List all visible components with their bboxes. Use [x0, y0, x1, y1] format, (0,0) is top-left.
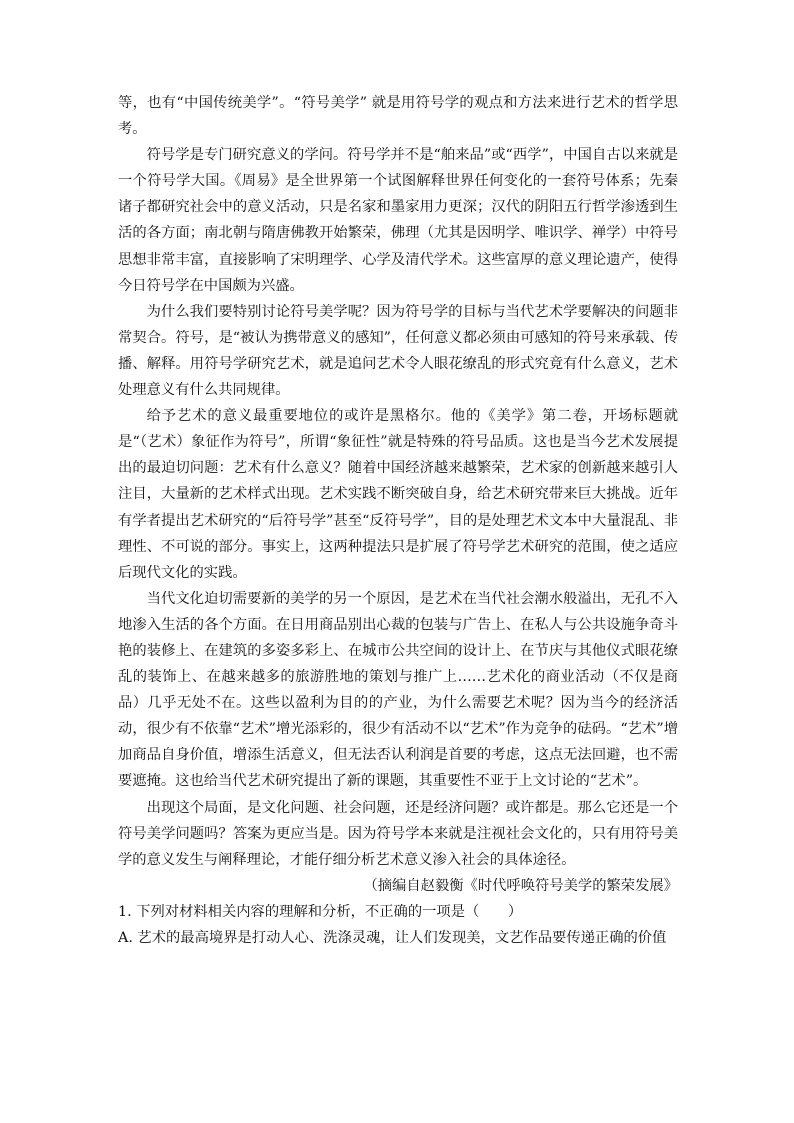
document-page: [118, 90, 678, 951]
source-citation: （摘编自赵毅衡《时代呼唤符号美学的繁荣发展》: [363, 877, 678, 894]
question-stem: 1. 下列对材料相关内容的理解和分析，不正确的一项是（ ）: [118, 903, 523, 920]
paragraph-why-semiotic-aesthetics: 为什么我们要特别讨论符号美学呢？因为符号学的目标与当代艺术学要解决的问题非常契合。符号，是“被认为携带意义的感知”，任何意义都必须由可感知的符号来承载、传播、解释。用符号学研究艺术，就是追问艺术令人眼花缭乱的形式究竟有什么意义，艺术处理意义有什么共同规律。: [118, 303, 678, 399]
paragraph-hegel: 给予艺术的意义最重要地位的或许是黑格尔。他的《美学》第二卷，开场标题就是“（艺术）象征作为符号”，所谓“象征性”就是特殊的符号品质。这也是当今艺术发展提出的最迫切问题：艺术有什么意义？随着中国经济越来越繁荣，艺术家的创新越来越引人注目，大量新的艺术样式出现。艺术实践不断突破自身，给艺术研究带来巨大挑战。近年有学者提出艺术研究的“后符号学”甚至“反符号学”，目的是处理艺术文本中大量混乱、非理性、不可说的部分。事实上，这两种提法只是扩展了符号学艺术研究的范围，使之适应后现代文化的实践。: [118, 408, 678, 581]
option-a: A. 艺术的最高境界是打动人心、洗涤灵魂，让人们发现美，文艺作品要传递正确的价值: [118, 930, 667, 946]
paragraph-semiotics-history: 符号学是专门研究意义的学问。符号学并不是“舶来品”或“西学”，中国自古以来就是一个符号学大国。《周易》是全世界第一个试图解释世界任何变化的一套符号体系；先秦诸子都研究社会中的意义活动，只是名家和墨家用力更深；汉代的阴阳五行哲学渗透到生活的各方面；南北朝与隋唐佛教开始繁荣，佛理（尤其是因明学、唯识学、禅学）中符号思想非常丰富，直接影响了宋明理学、心学及清代学术。这些富厚的意义理论遗产，使得今日符号学在中国颇为兴盛。: [118, 147, 678, 294]
paragraph-conclusion: 出现这个局面，是文化问题、社会问题，还是经济问题？或许都是。那么它还是一个符号美学问题吗？答案为更应当是。因为符号学本来就是注视社会文化的，只有用符号美学的意义发生与阐释理论，才能仔细分析艺术意义渗入社会的具体途径。: [118, 799, 678, 868]
paragraph-contemporary-culture: 当代文化迫切需要新的美学的另一个原因，是艺术在当代社会潮水般溢出，无孔不入地渗入生活的各个方面。在日用商品别出心裁的包装与广告上、在私人与公共设施争奇斗艳的装修上、在建筑的多姿多彩上、在城市公共空间的设计上、在节庆与其他仪式眼花缭乱的装饰上、在越来越多的旅游胜地的策划与推广上……艺术化的商业活动（不仅是商品）几乎无处不在。这些以盈利为目的的产业，为什么需要艺术呢？因为当今的经济活动，很少有不依靠“艺术”增光添彩的，很少有活动不以“艺术”作为竞争的砝码。“艺术”增加商品自身价值，增添生活意义，但无法否认利润是首要的考虑，这点无法回避，也不需要遮掩。这也给当代艺术研究提出了新的课题，其重要性不亚于上文讨论的“艺术”。: [118, 590, 678, 790]
paragraph-intro-continuation: 等，也有“中国传统美学”。“符号美学” 就是用符号学的观点和方法来进行艺术的哲学思考。: [118, 95, 678, 138]
